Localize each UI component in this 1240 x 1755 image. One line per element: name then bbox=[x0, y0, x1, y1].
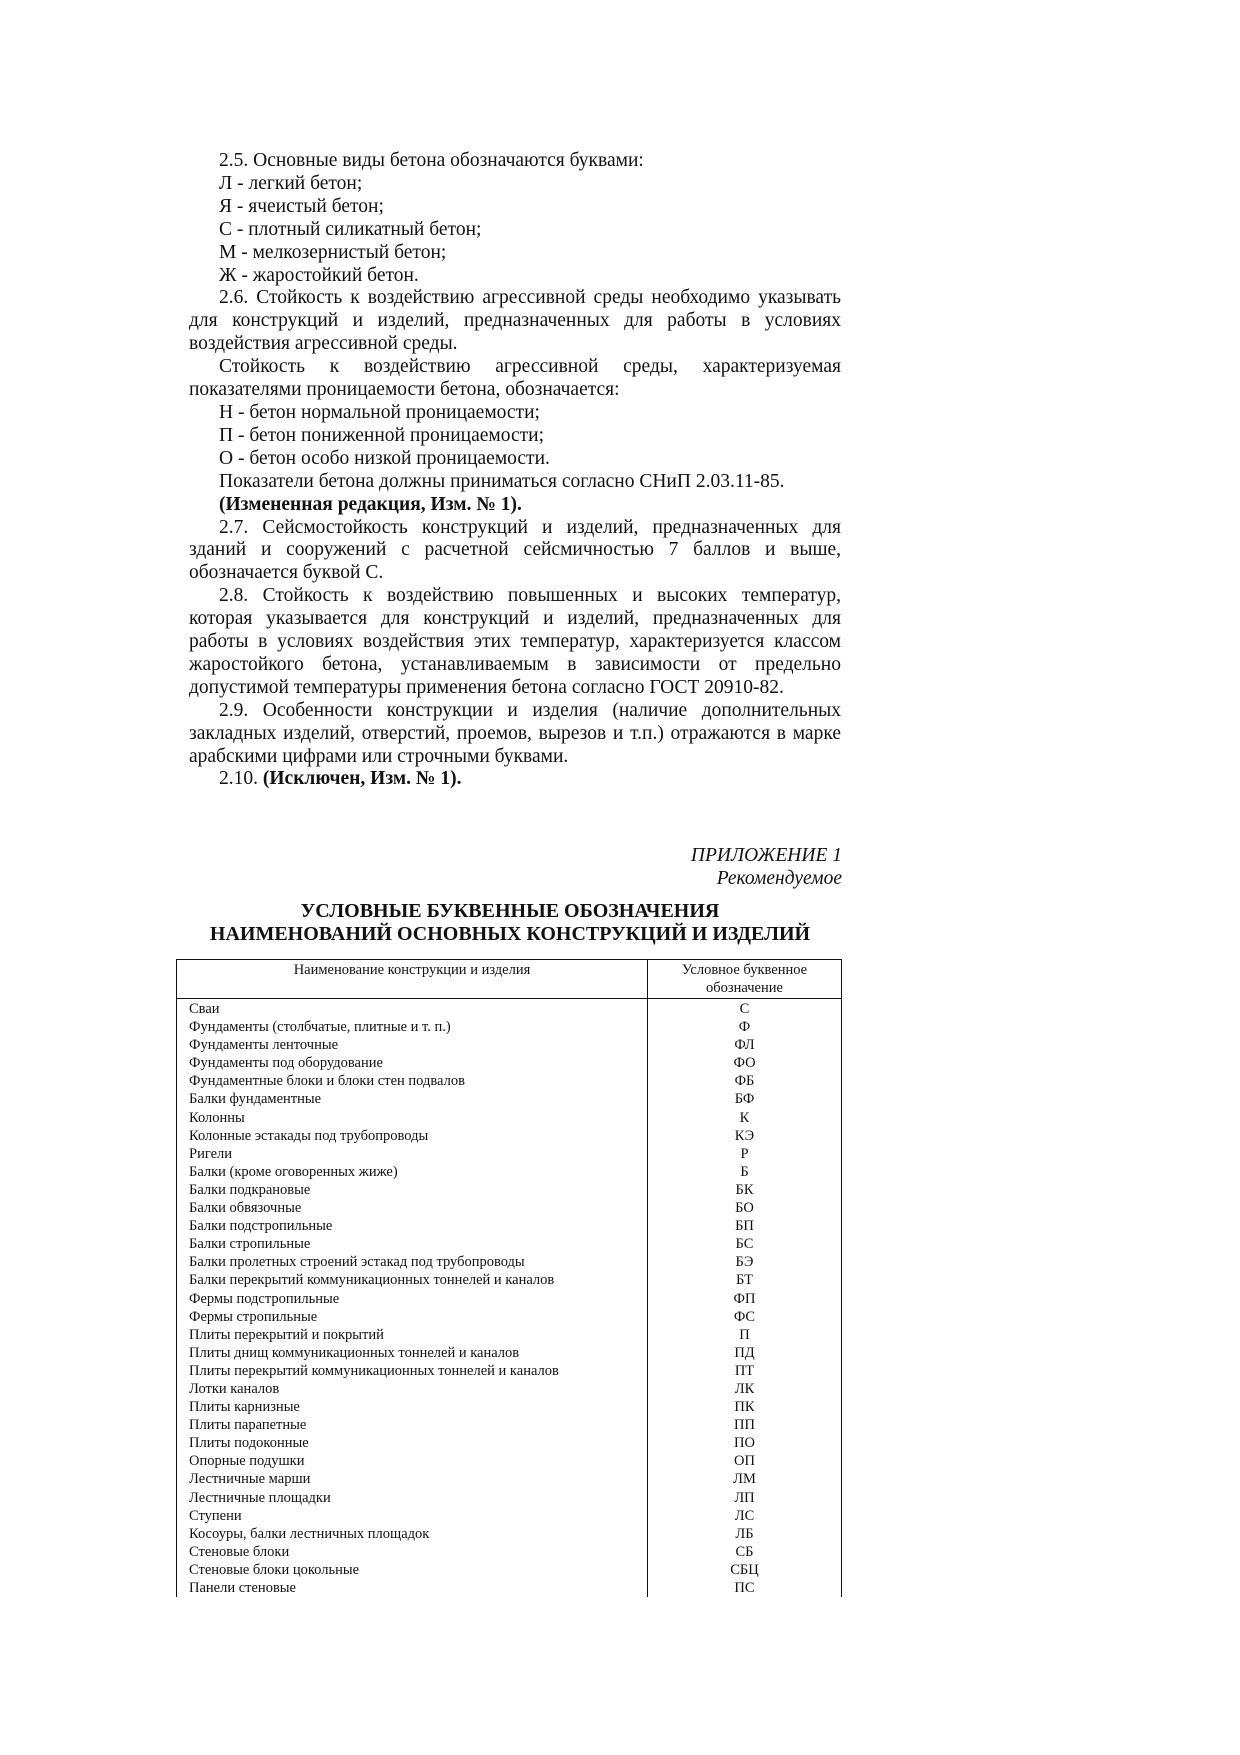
table-row bbox=[177, 1543, 842, 1561]
paragraph bbox=[189, 356, 841, 402]
paragraph-text: Н - бетон нормальной проницаемости; bbox=[219, 401, 540, 423]
designation-code-cell: Ф bbox=[648, 1018, 842, 1036]
construction-name-cell: Фундаментные блоки и блоки стен подвалов bbox=[177, 1072, 648, 1090]
table-row bbox=[177, 1452, 842, 1470]
designation-code-cell: БК bbox=[648, 1181, 842, 1199]
table-row bbox=[177, 1561, 842, 1579]
designation-code-cell: Б bbox=[648, 1163, 842, 1181]
table-body bbox=[177, 999, 842, 1598]
table-row bbox=[177, 1145, 842, 1163]
paragraph-text: 2.6. Стойкость к воздействию агрессивной среды необходимо указывать для конструкций и изделий, предназначенных для работы в условиях воздействия агрессивной среды. bbox=[189, 287, 841, 355]
construction-name-cell: Колонны bbox=[177, 1109, 648, 1127]
table-row bbox=[177, 1253, 842, 1271]
construction-name-cell: Балки подстропильные bbox=[177, 1217, 648, 1235]
construction-name-cell: Балки перекрытий коммуникационных тоннелей и каналов bbox=[177, 1271, 648, 1289]
paragraph-text: 2.5. Основные виды бетона обозначаются буквами: bbox=[219, 150, 644, 171]
designation-code-cell: ЛБ bbox=[648, 1525, 842, 1543]
designation-code-cell: ЛС bbox=[648, 1507, 842, 1525]
designation-code-cell: ЛП bbox=[648, 1489, 842, 1507]
header-name-column: Наименование конструкции и изделия bbox=[177, 960, 648, 999]
designation-code-cell: С bbox=[648, 999, 842, 1019]
paragraph bbox=[189, 585, 841, 700]
construction-name-cell: Фермы подстропильные bbox=[177, 1290, 648, 1308]
section-2-body-text bbox=[189, 150, 841, 791]
table-row bbox=[177, 1380, 842, 1398]
designation-code-cell: ПД bbox=[648, 1344, 842, 1362]
table-row bbox=[177, 1127, 842, 1145]
designation-code-cell: БП bbox=[648, 1217, 842, 1235]
table-row bbox=[177, 1579, 842, 1597]
table-title-line-1: УСЛОВНЫЕ БУКВЕННЫЕ ОБОЗНАЧЕНИЯ bbox=[300, 900, 720, 922]
construction-name-cell: Плиты подоконные bbox=[177, 1434, 648, 1452]
paragraph bbox=[189, 448, 841, 471]
construction-name-cell: Плиты днищ коммуникационных тоннелей и каналов bbox=[177, 1344, 648, 1362]
paragraph-text: Ж - жаростойкий бетон. bbox=[219, 264, 419, 286]
construction-name-cell: Сваи bbox=[177, 999, 648, 1019]
designation-code-cell: БФ bbox=[648, 1090, 842, 1108]
designation-code-cell: СБЦ bbox=[648, 1561, 842, 1579]
table-row bbox=[177, 1271, 842, 1289]
paragraph bbox=[189, 471, 841, 494]
table-row bbox=[177, 1398, 842, 1416]
construction-name-cell: Стеновые блоки цокольные bbox=[177, 1561, 648, 1579]
paragraph bbox=[189, 494, 841, 517]
table-row bbox=[177, 1217, 842, 1235]
table-row bbox=[177, 1090, 842, 1108]
paragraph bbox=[189, 700, 841, 769]
designation-code-cell: БО bbox=[648, 1199, 842, 1217]
paragraph-text: 2.7. Сейсмостойкость конструкций и изделий, предназначенных для зданий и сооружений с расчетной сейсмичностью 7 баллов и выше, обозначается буквой С. bbox=[189, 516, 841, 584]
designation-code-cell: ФС bbox=[648, 1308, 842, 1326]
construction-name-cell: Стеновые блоки bbox=[177, 1543, 648, 1561]
designation-code-cell: ПК bbox=[648, 1398, 842, 1416]
table-row bbox=[177, 1072, 842, 1090]
designation-code-cell: ПП bbox=[648, 1416, 842, 1434]
table-row bbox=[177, 1416, 842, 1434]
construction-name-cell: Плиты парапетные bbox=[177, 1416, 648, 1434]
construction-name-cell: Фундаменты (столбчатые, плитные и т. п.) bbox=[177, 1018, 648, 1036]
table-row bbox=[177, 1290, 842, 1308]
header-code-column: Условное буквенное обозначение bbox=[648, 960, 842, 999]
designation-code-cell: ФП bbox=[648, 1290, 842, 1308]
construction-name-cell: Балки (кроме оговоренных жиже) bbox=[177, 1163, 648, 1181]
paragraph bbox=[189, 425, 841, 448]
designation-code-cell: БЭ bbox=[648, 1253, 842, 1271]
designations-table-container bbox=[176, 959, 841, 1597]
paragraph bbox=[189, 402, 841, 425]
construction-name-cell: Фундаменты под оборудование bbox=[177, 1054, 648, 1072]
table-row bbox=[177, 1308, 842, 1326]
designation-code-cell: Р bbox=[648, 1145, 842, 1163]
paragraph bbox=[189, 173, 841, 196]
paragraph bbox=[189, 242, 841, 265]
designation-code-cell: БС bbox=[648, 1235, 842, 1253]
designation-code-cell: ЛМ bbox=[648, 1470, 842, 1488]
paragraph-text: 2.8. Стойкость к воздействию повышенных и высоких температур, которая указывается для конструкций и изделий, предназначенных для работы в условиях воздействия этих температур, характеризуется классом жаростойкого бетона, устанавливаемым в зависимости от предельно допустимой температуры применения бетона согласно ГОСТ 20910-82. bbox=[189, 585, 841, 698]
construction-name-cell: Плиты карнизные bbox=[177, 1398, 648, 1416]
designation-code-cell: БТ bbox=[648, 1271, 842, 1289]
table-row bbox=[177, 1362, 842, 1380]
construction-name-cell: Лотки каналов bbox=[177, 1380, 648, 1398]
construction-name-cell: Колонные эстакады под трубопроводы bbox=[177, 1127, 648, 1145]
designations-table bbox=[176, 959, 842, 1597]
designation-code-cell: П bbox=[648, 1326, 842, 1344]
paragraph bbox=[189, 517, 841, 586]
construction-name-cell: Лестничные площадки bbox=[177, 1489, 648, 1507]
designation-code-cell: К bbox=[648, 1109, 842, 1127]
table-row bbox=[177, 1235, 842, 1253]
paragraph-text: Стойкость к воздействию агрессивной среды, характеризуемая показателями проницаемости бетона, обозначается: bbox=[189, 356, 841, 401]
table-row bbox=[177, 1344, 842, 1362]
table-title-line-2: НАИМЕНОВАНИЙ ОСНОВНЫХ КОНСТРУКЦИЙ И ИЗДЕЛИЙ bbox=[209, 923, 811, 945]
table-row bbox=[177, 1525, 842, 1543]
designation-code-cell: ПС bbox=[648, 1579, 842, 1597]
paragraph bbox=[189, 265, 841, 288]
table-row bbox=[177, 1199, 842, 1217]
construction-name-cell: Панели стеновые bbox=[177, 1579, 648, 1597]
designation-code-cell: СБ bbox=[648, 1543, 842, 1561]
designation-code-cell: ЛК bbox=[648, 1380, 842, 1398]
paragraph-text: Я - ячеистый бетон; bbox=[219, 195, 384, 217]
designation-code-cell: ФО bbox=[648, 1054, 842, 1072]
construction-name-cell: Опорные подушки bbox=[177, 1452, 648, 1470]
table-row bbox=[177, 999, 842, 1019]
paragraph-text: Л - легкий бетон; bbox=[219, 172, 363, 194]
construction-name-cell: Плиты перекрытий и покрытий bbox=[177, 1326, 648, 1344]
construction-name-cell: Балки обвязочные bbox=[177, 1199, 648, 1217]
paragraph-bold-text: (Исключен, Изм. № 1). bbox=[262, 768, 462, 790]
construction-name-cell: Балки фундаментные bbox=[177, 1090, 648, 1108]
construction-name-cell: Ригели bbox=[177, 1145, 648, 1163]
table-header-row bbox=[177, 960, 842, 999]
construction-name-cell: Косоуры, балки лестничных площадок bbox=[177, 1525, 648, 1543]
designation-code-cell: ПТ bbox=[648, 1362, 842, 1380]
paragraph-text: П - бетон пониженной проницаемости; bbox=[219, 424, 544, 446]
paragraph bbox=[189, 287, 841, 356]
construction-name-cell: Фундаменты ленточные bbox=[177, 1036, 648, 1054]
table-row bbox=[177, 1054, 842, 1072]
paragraph-text: М - мелкозернистый бетон; bbox=[219, 241, 447, 263]
paragraph-text: 2.9. Особенности конструкции и изделия (наличие дополнительных закладных изделий, отверстий, проемов, вырезов и т.п.) отражаются в марке арабскими цифрами или строчными буквами. bbox=[189, 699, 841, 767]
table-row bbox=[177, 1507, 842, 1525]
appendix-status: Рекомендуемое bbox=[716, 868, 842, 889]
paragraph-bold-text: (Измененная редакция, Изм. № 1). bbox=[219, 493, 522, 515]
construction-name-cell: Балки подкрановые bbox=[177, 1181, 648, 1199]
table-row bbox=[177, 1181, 842, 1199]
paragraph-text: С - плотный силикатный бетон; bbox=[219, 218, 482, 240]
construction-name-cell: Плиты перекрытий коммуникационных тоннелей и каналов bbox=[177, 1362, 648, 1380]
construction-name-cell: Фермы стропильные bbox=[177, 1308, 648, 1326]
appendix-label: ПРИЛОЖЕНИЕ 1 bbox=[690, 845, 842, 866]
paragraph bbox=[189, 768, 841, 791]
table-row bbox=[177, 1326, 842, 1344]
table-row bbox=[177, 1163, 842, 1181]
table-row bbox=[177, 1489, 842, 1507]
paragraph-text: Показатели бетона должны приниматься согласно СНиП 2.03.11-85. bbox=[219, 470, 785, 492]
designation-code-cell: ПО bbox=[648, 1434, 842, 1452]
construction-name-cell: Ступени bbox=[177, 1507, 648, 1525]
table-row bbox=[177, 1018, 842, 1036]
designation-code-cell: КЭ bbox=[648, 1127, 842, 1145]
appendix-heading bbox=[691, 844, 842, 890]
paragraph-text: О - бетон особо низкой проницаемости. bbox=[219, 447, 550, 469]
paragraph-text: 2.10. bbox=[219, 768, 263, 790]
designation-code-cell: ФЛ bbox=[648, 1036, 842, 1054]
table-row bbox=[177, 1109, 842, 1127]
designation-code-cell: ФБ bbox=[648, 1072, 842, 1090]
paragraph bbox=[189, 150, 841, 173]
table-row bbox=[177, 1434, 842, 1452]
construction-name-cell: Балки пролетных строений эстакад под трубопроводы bbox=[177, 1253, 648, 1271]
construction-name-cell: Лестничные марши bbox=[177, 1470, 648, 1488]
construction-name-cell: Балки стропильные bbox=[177, 1235, 648, 1253]
designation-code-cell: ОП bbox=[648, 1452, 842, 1470]
paragraph bbox=[189, 219, 841, 242]
table-row bbox=[177, 1036, 842, 1054]
table-title bbox=[160, 900, 860, 946]
table-row bbox=[177, 1470, 842, 1488]
paragraph bbox=[189, 196, 841, 219]
